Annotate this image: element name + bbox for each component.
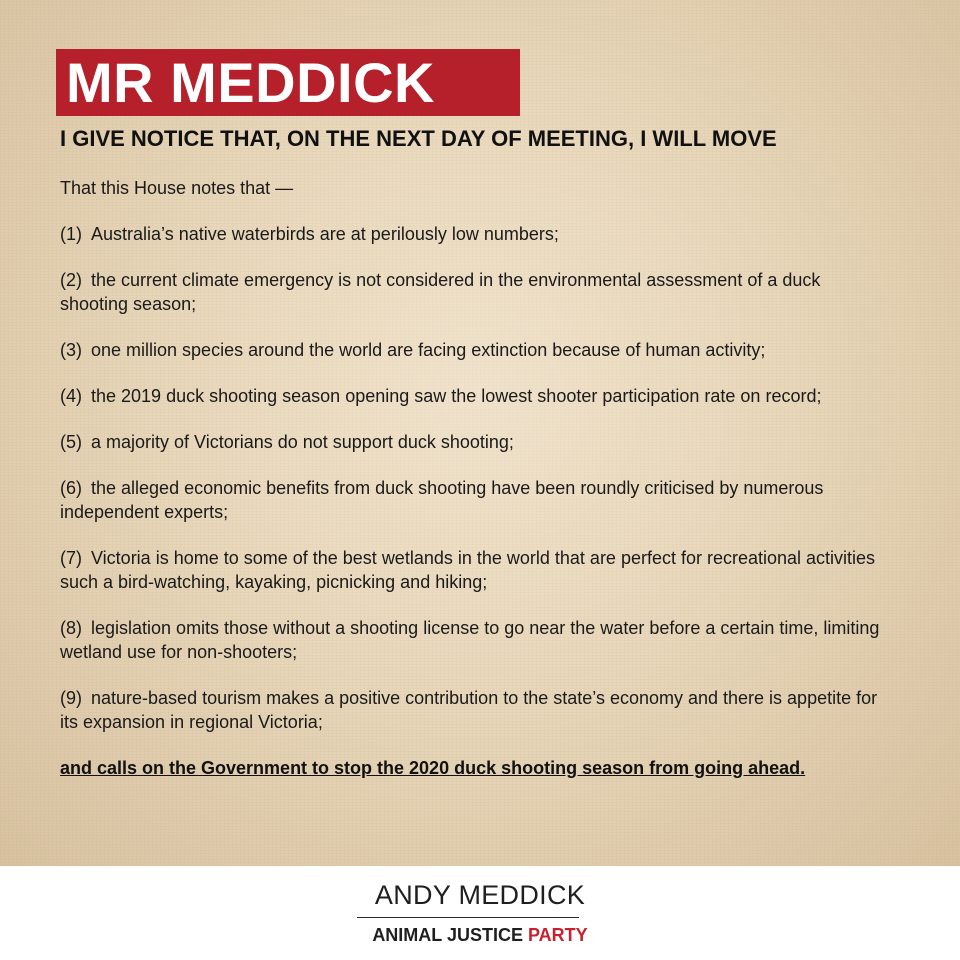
item-number: (7) <box>60 548 82 568</box>
item-text: the current climate emergency is not considered in the environmental assessment of a duck shooting season; <box>60 270 821 314</box>
item-text: legislation omits those without a shooting license to go near the water before a certain time, limiting wetland use for non-shooters; <box>60 618 880 662</box>
member-name: ANDY MEDDICK <box>374 880 586 910</box>
item-number: (2) <box>60 270 82 290</box>
item-text: Australia’s native waterbirds are at perilously low numbers; <box>91 224 559 244</box>
item-text: the 2019 duck shooting season opening saw the lowest shooter participation rate on record; <box>91 386 822 406</box>
item-text: a majority of Victorians do not support duck shooting; <box>91 432 514 452</box>
title-banner <box>56 49 520 116</box>
item-text: nature-based tourism makes a positive contribution to the state’s economy and there is appetite for its expansion in regional Victoria; <box>60 688 878 732</box>
motion-intro: That this House notes that — <box>60 178 294 198</box>
motion-item <box>60 430 880 454</box>
item-number: (1) <box>60 224 82 244</box>
footer <box>0 866 960 960</box>
party-name-main: ANIMAL JUSTICE <box>372 925 528 945</box>
page-title: MR MEDDICK <box>66 50 435 114</box>
party-name-accent: PARTY <box>528 925 588 945</box>
item-text: one million species around the world are facing extinction because of human activity; <box>91 340 766 360</box>
item-number: (5) <box>60 432 82 452</box>
party-name <box>0 925 960 946</box>
item-number: (4) <box>60 386 82 406</box>
motion-body <box>60 176 880 780</box>
motion-item <box>60 546 880 594</box>
item-text: Victoria is home to some of the best wetlands in the world that are perfect for recreational activities such a bird-watching, kayaking, picnicking and hiking; <box>60 548 876 592</box>
item-number: (8) <box>60 618 82 638</box>
motion-item <box>60 476 880 524</box>
motion-item <box>60 338 880 362</box>
motion-item <box>60 384 880 408</box>
motion-item <box>60 686 880 734</box>
item-text: the alleged economic benefits from duck shooting have been roundly criticised by numerous independent experts; <box>60 478 824 522</box>
motion-item <box>60 222 880 246</box>
notice-heading: I GIVE NOTICE THAT, ON THE NEXT DAY OF MEETING, I WILL MOVE <box>60 126 777 151</box>
motion-item <box>60 268 880 316</box>
item-number: (6) <box>60 478 82 498</box>
motion-closing: and calls on the Government to stop the 2020 duck shooting season from going ahead. <box>60 758 806 778</box>
footer-divider <box>357 917 579 918</box>
item-number: (3) <box>60 340 82 360</box>
item-number: (9) <box>60 688 82 708</box>
motion-item <box>60 616 880 664</box>
